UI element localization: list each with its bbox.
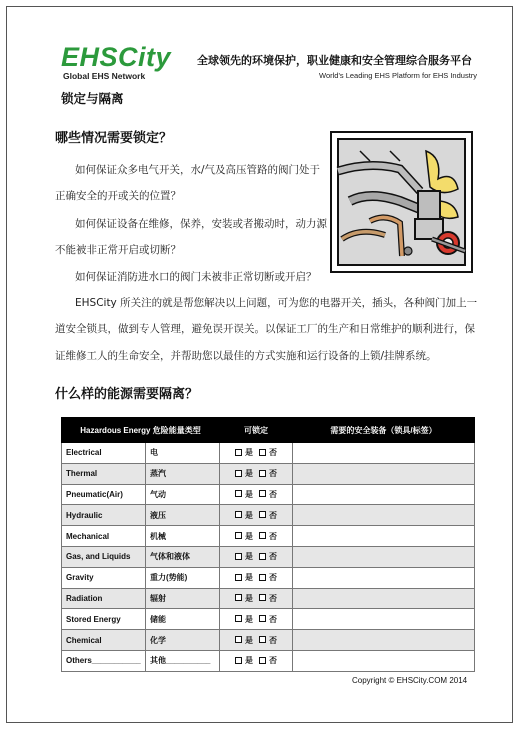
no-checkbox[interactable]: [259, 490, 266, 497]
lockable-options: [220, 630, 293, 651]
table-row: [62, 546, 475, 567]
yes-label: 是: [245, 489, 253, 499]
ehscity-logo: [61, 43, 171, 81]
yes-checkbox[interactable]: [235, 636, 242, 643]
no-label: 否: [269, 552, 277, 562]
yes-label: 是: [245, 469, 253, 479]
yes-checkbox[interactable]: [235, 511, 242, 518]
paragraph-line: 如何保证众多电气开关，水/气及高压管路的阀门处于: [75, 164, 321, 176]
section2-heading: 什么样的能源需要隔离？: [55, 387, 199, 402]
energy-type-en: Chemical: [62, 630, 146, 651]
yes-checkbox[interactable]: [235, 470, 242, 477]
no-option[interactable]: [259, 469, 277, 478]
safety-equipment-cell[interactable]: [293, 505, 475, 526]
lockable-options: [220, 463, 293, 484]
energy-type-cn: 电: [146, 443, 220, 464]
safety-equipment-cell[interactable]: [293, 463, 475, 484]
no-option[interactable]: [259, 636, 277, 645]
safety-equipment-cell[interactable]: [293, 526, 475, 547]
safety-equipment-cell[interactable]: [293, 443, 475, 464]
header-tagline-cn: 全球领先的环境保护，职业健康和安全管理综合服务平台: [197, 54, 472, 67]
lockable-options: [220, 443, 293, 464]
no-option[interactable]: [259, 532, 277, 541]
table-row: [62, 526, 475, 547]
energy-type-en: Hydraulic: [62, 505, 146, 526]
yes-checkbox[interactable]: [235, 657, 242, 664]
yes-label: 是: [245, 593, 253, 603]
no-label: 否: [269, 656, 277, 666]
document-page: [6, 6, 513, 723]
machinery-illustration: [330, 131, 473, 273]
energy-type-en: Radiation: [62, 588, 146, 609]
table-header-row: [62, 418, 475, 443]
energy-type-cn: 其他__________: [146, 650, 220, 671]
yes-label: 是: [245, 656, 253, 666]
yes-checkbox[interactable]: [235, 594, 242, 601]
paragraph-line: 道安全锁具，做到专人管理，避免误开误关。以保证工厂的生产和日常维护的顺利进行，保: [55, 323, 475, 335]
no-checkbox[interactable]: [259, 532, 266, 539]
no-label: 否: [269, 573, 277, 583]
no-option[interactable]: [259, 573, 277, 582]
lockable-options: [220, 650, 293, 671]
yes-checkbox[interactable]: [235, 490, 242, 497]
no-option[interactable]: [259, 594, 277, 603]
no-checkbox[interactable]: [259, 615, 266, 622]
energy-type-cn: 液压: [146, 505, 220, 526]
no-checkbox[interactable]: [259, 574, 266, 581]
energy-isolation-table: [61, 417, 475, 672]
safety-equipment-cell[interactable]: [293, 567, 475, 588]
paragraph-line: 不能被非正常开启或切断？: [55, 244, 181, 256]
no-checkbox[interactable]: [259, 449, 266, 456]
energy-type-en: Pneumatic(Air): [62, 484, 146, 505]
yes-option[interactable]: [235, 490, 253, 499]
section1-heading: 哪些情况需要锁定？: [55, 131, 173, 146]
energy-type-cn: 机械: [146, 526, 220, 547]
no-checkbox[interactable]: [259, 636, 266, 643]
paragraph-line: 正确安全的开或关的位置？: [55, 190, 181, 202]
yes-label: 是: [245, 614, 253, 624]
table-row: [62, 463, 475, 484]
no-label: 否: [269, 593, 277, 603]
yes-label: 是: [245, 531, 253, 541]
yes-checkbox[interactable]: [235, 574, 242, 581]
safety-equipment-cell[interactable]: [293, 588, 475, 609]
yes-label: 是: [245, 448, 253, 458]
no-checkbox[interactable]: [259, 511, 266, 518]
energy-type-en: Electrical: [62, 443, 146, 464]
no-checkbox[interactable]: [259, 553, 266, 560]
table-row: [62, 443, 475, 464]
yes-option[interactable]: [235, 511, 253, 520]
energy-type-en: Gas, and Liquids: [62, 546, 146, 567]
no-option[interactable]: [259, 490, 277, 499]
no-option[interactable]: [259, 552, 277, 561]
lockable-options: [220, 567, 293, 588]
safety-equipment-cell[interactable]: [293, 650, 475, 671]
energy-type-cn: 气动: [146, 484, 220, 505]
yes-checkbox[interactable]: [235, 553, 242, 560]
yes-option[interactable]: [235, 448, 253, 457]
energy-type-en: Thermal: [62, 463, 146, 484]
yes-option[interactable]: [235, 573, 253, 582]
no-option[interactable]: [259, 511, 277, 520]
yes-label: 是: [245, 552, 253, 562]
yes-option[interactable]: [235, 615, 253, 624]
paragraph-line: 证维修工人的生命安全，并帮助您以最佳的方式实施和运行设备的上锁/挂牌系统。: [55, 350, 437, 362]
yes-option[interactable]: [235, 532, 253, 541]
header-lockable: 可锁定: [220, 418, 293, 443]
table-row: [62, 650, 475, 671]
yes-checkbox[interactable]: [235, 532, 242, 539]
yes-option[interactable]: [235, 636, 253, 645]
no-checkbox[interactable]: [259, 594, 266, 601]
energy-type-en: Gravity: [62, 567, 146, 588]
table-row: [62, 588, 475, 609]
yes-label: 是: [245, 573, 253, 583]
energy-type-en: Stored Energy: [62, 609, 146, 630]
logo-main-text: EHSCity: [61, 42, 172, 72]
energy-type-cn: 气体和液体: [146, 546, 220, 567]
no-option[interactable]: [259, 656, 277, 665]
no-label: 否: [269, 635, 277, 645]
lockable-options: [220, 484, 293, 505]
table-row: [62, 567, 475, 588]
energy-type-cn: 重力(势能): [146, 567, 220, 588]
yes-checkbox[interactable]: [235, 449, 242, 456]
table-row: [62, 630, 475, 651]
copyright-text: Copyright © EHSCity.COM 2014: [352, 676, 468, 685]
no-label: 否: [269, 489, 277, 499]
yes-label: 是: [245, 635, 253, 645]
energy-type-cn: 辐射: [146, 588, 220, 609]
no-label: 否: [269, 510, 277, 520]
header-hazardous-energy: Hazardous Energy 危险能量类型: [62, 418, 220, 443]
energy-type-cn: 储能: [146, 609, 220, 630]
lockable-options: [220, 609, 293, 630]
energy-type-cn: 蒸汽: [146, 463, 220, 484]
table-row: [62, 505, 475, 526]
yes-checkbox[interactable]: [235, 615, 242, 622]
safety-equipment-cell[interactable]: [293, 546, 475, 567]
energy-type-en: Mechanical: [62, 526, 146, 547]
lockable-options: [220, 526, 293, 547]
safety-equipment-cell[interactable]: [293, 484, 475, 505]
paragraph-line: 如何保证消防进水口的阀门未被非正常切断或开启？: [75, 271, 317, 283]
no-label: 否: [269, 531, 277, 541]
energy-type-cn: 化学: [146, 630, 220, 651]
logo-sub-text: Global EHS Network: [63, 71, 146, 81]
yes-label: 是: [245, 510, 253, 520]
no-option[interactable]: [259, 615, 277, 624]
no-label: 否: [269, 448, 277, 458]
lockable-options: [220, 546, 293, 567]
no-label: 否: [269, 614, 277, 624]
header-tagline-en: World's Leading EHS Platform for EHS Industry: [319, 71, 478, 80]
yes-option[interactable]: [235, 469, 253, 478]
safety-equipment-cell[interactable]: [293, 609, 475, 630]
no-checkbox[interactable]: [259, 470, 266, 477]
table-row: [62, 484, 475, 505]
no-checkbox[interactable]: [259, 657, 266, 664]
paragraph-line: 如何保证设备在维修，保养，安装或者搬动时，动力源: [75, 218, 327, 230]
no-label: 否: [269, 469, 277, 479]
safety-equipment-cell[interactable]: [293, 630, 475, 651]
lockable-options: [220, 505, 293, 526]
yes-option[interactable]: [235, 656, 253, 665]
header-safety-equipment: 需要的安全装备（锁具/标签）: [293, 418, 475, 443]
yes-option[interactable]: [235, 552, 253, 561]
lockable-options: [220, 588, 293, 609]
yes-option[interactable]: [235, 594, 253, 603]
table-row: [62, 609, 475, 630]
page-title: 锁定与隔离: [61, 91, 124, 106]
energy-type-en: Others___________: [62, 650, 146, 671]
paragraph-line: EHSCity 所关注的就是帮您解决以上问题，可为您的电器开关，插头，各种阀门加上一: [75, 297, 478, 309]
no-option[interactable]: [259, 448, 277, 457]
